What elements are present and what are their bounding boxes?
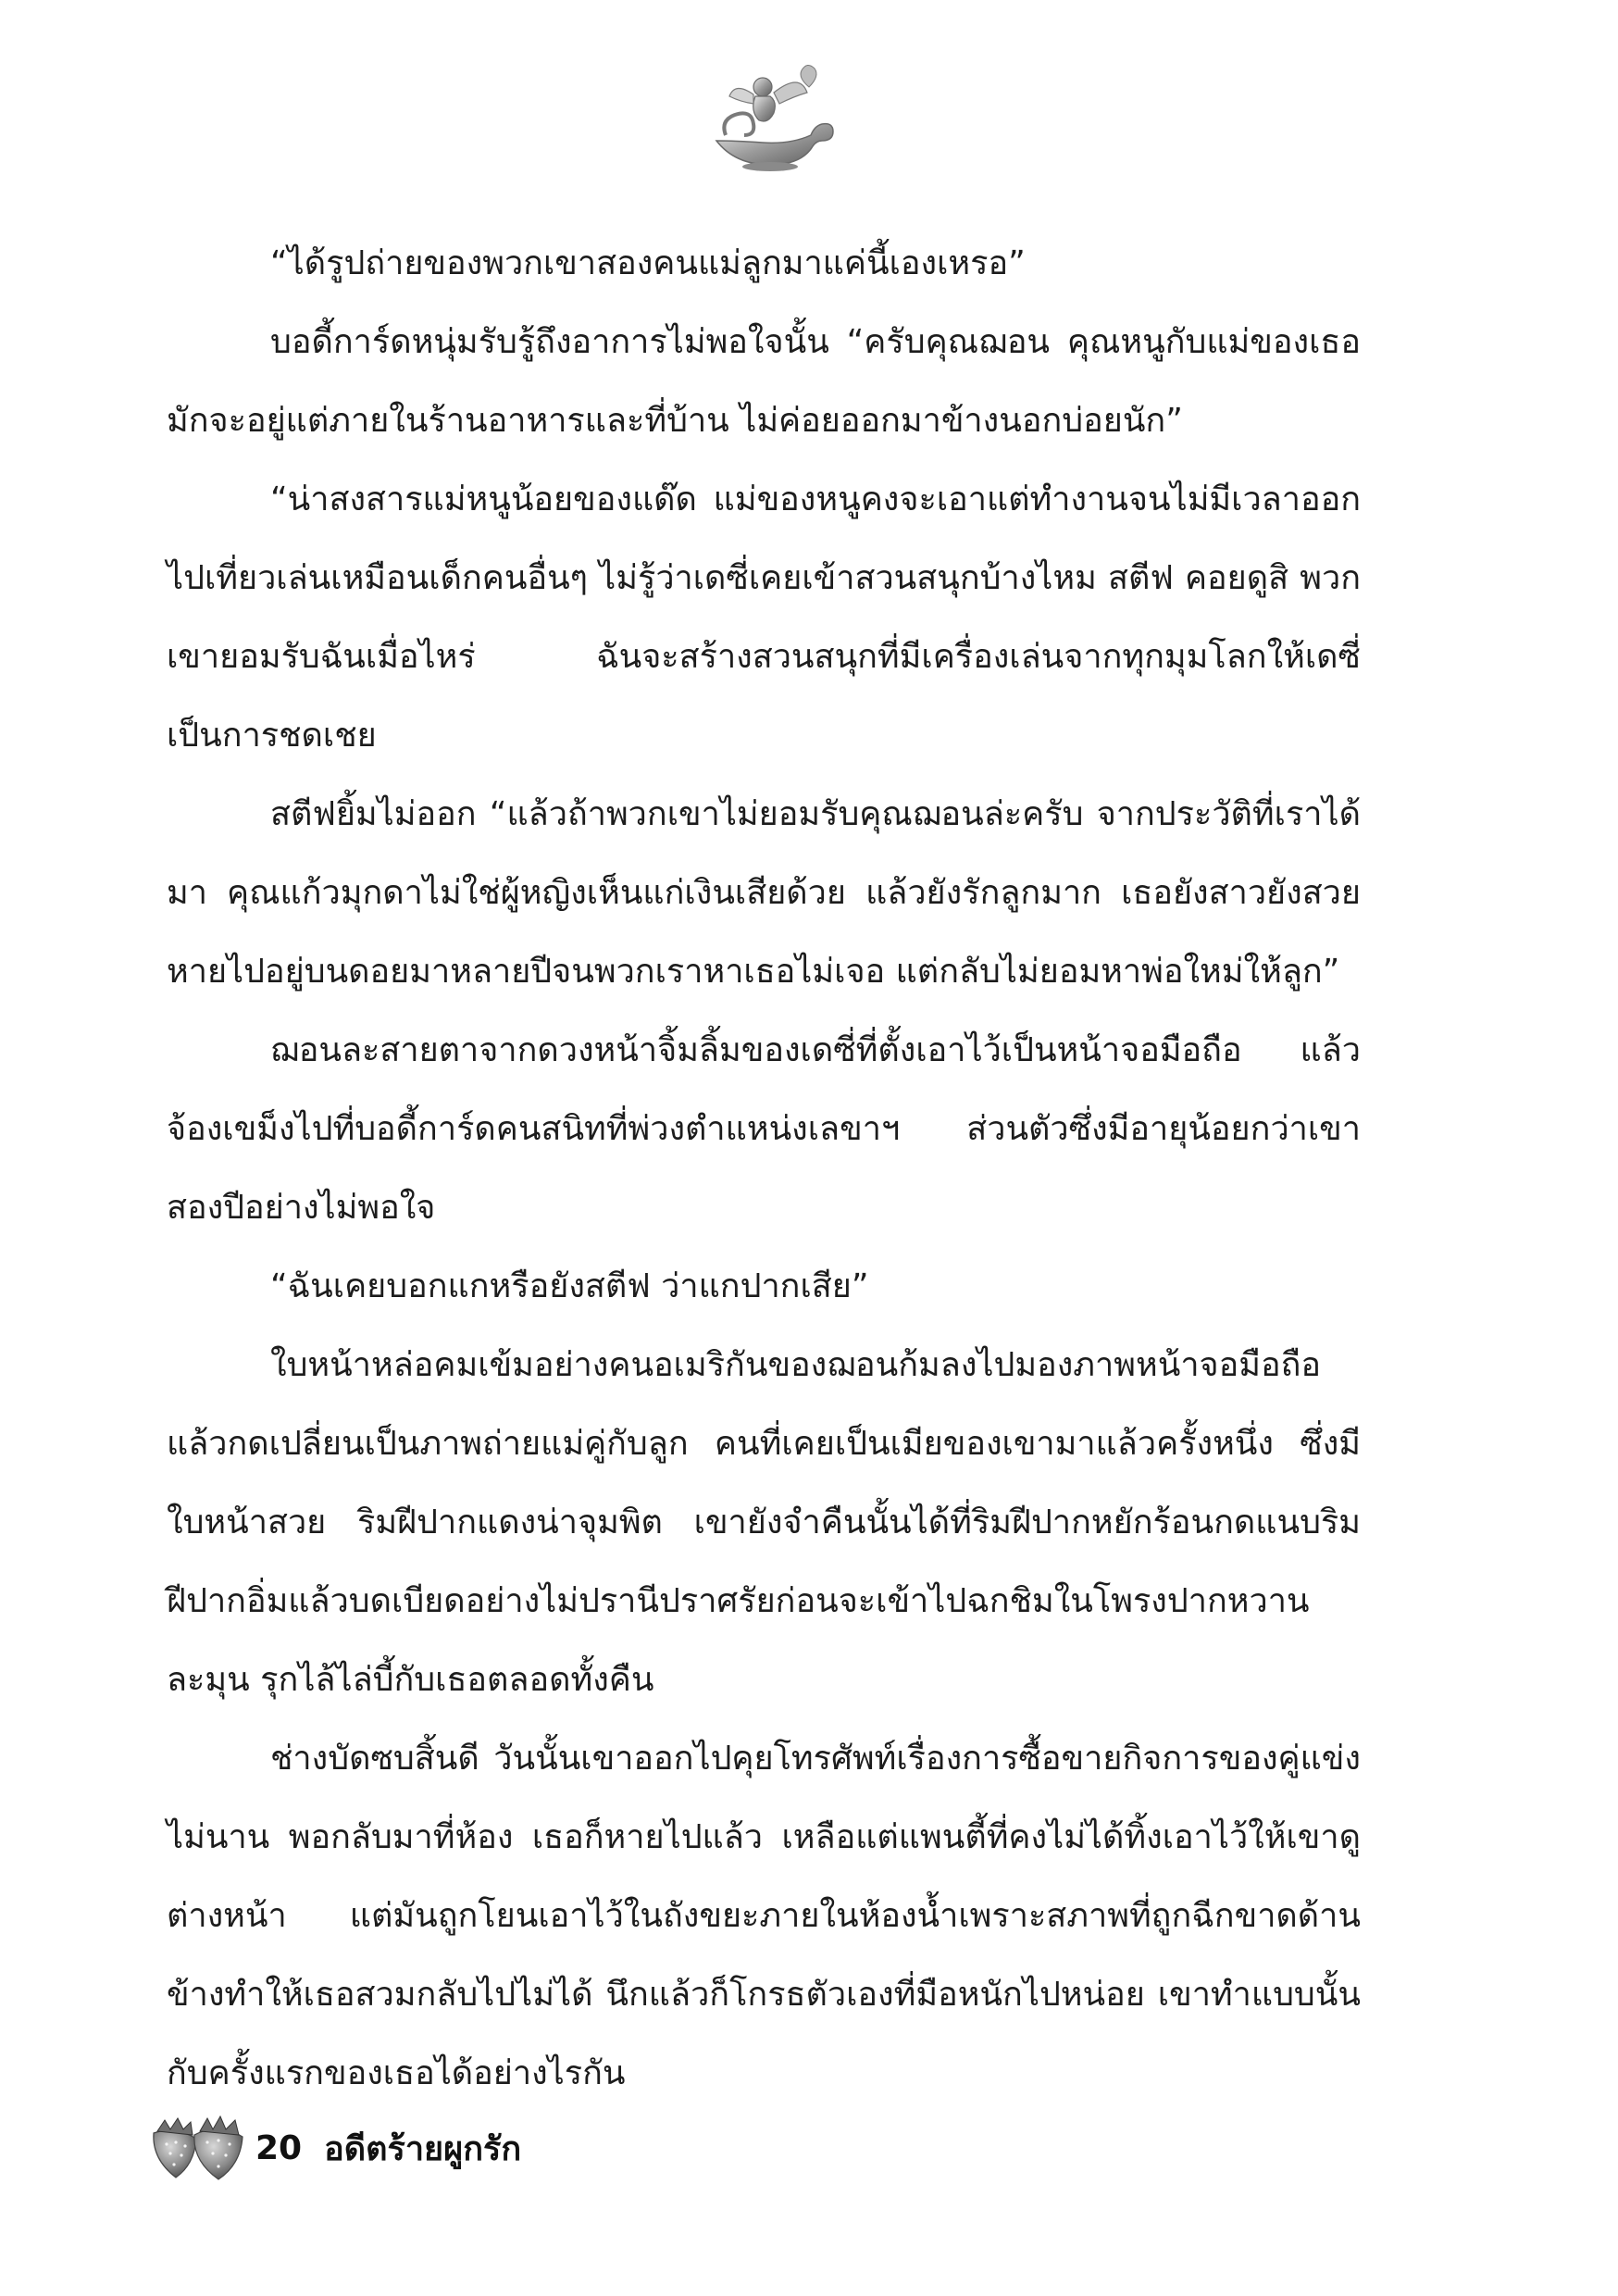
page-footer	[148, 2113, 521, 2183]
paragraph: สตีฟยิ้มไม่ออก “แล้วถ้าพวกเขาไม่ยอมรับคุณฌอนล่ะครับ จากประวัติที่เราได้มา คุณแก้วมุกดาไม่ใช่ผู้หญิงเห็นแก่เงินเสียด้วย แล้วยังรักลูกมาก เธอยังสาวยังสวยหายไปอยู่บนดอยมาหลายปีจนพวกเราหาเธอไม่เจอ แต่กลับไม่ยอมหาพ่อใหม่ให้ลูก”	[167, 795, 1361, 991]
page-number: 20	[255, 2128, 303, 2167]
paragraph: “น่าสงสารแม่หนูน้อยของแด๊ด แม่ของหนูคงจะเอาแต่ทำงานจนไม่มีเวลาออกไปเที่ยวเล่นเหมือนเด็กคนอื่นๆ ไม่รู้ว่าเดซี่เคยเข้าสวนสนุกบ้างไหม สตีฟ คอยดูสิ พวกเขายอมรับฉันเมื่อไหร่ ฉันจะสร้างสวนสนุกที่มีเครื่องเล่นจากทุกมุมโลกให้เดซี่เป็นการชดเชย	[167, 480, 1361, 755]
paragraph: ช่างบัดซบสิ้นดี วันนั้นเขาออกไปคุยโทรศัพท์เรื่องการซื้อขายกิจการของคู่แข่งไม่นาน พอกลับมาที่ห้อง เธอก็หายไปแล้ว เหลือแต่แพนตี้ที่คงไม่ได้ทิ้งเอาไว้ให้เขาดูต่างหน้า แต่มันถูกโยนเอาไว้ในถังขยะภายในห้องน้ำเพราะสภาพที่ถูกฉีกขาดด้านข้างทำให้เธอสวมกลับไปไม่ได้ นึกแล้วก็โกรธตัวเองที่มือหนักไปหน่อย เขาทำแบบนั้นกับครั้งแรกของเธอได้อย่างไรกัน	[167, 1740, 1361, 2092]
paragraph: “ฉันเคยบอกแกหรือยังสตีฟ ว่าแกปากเสีย”	[270, 1267, 869, 1305]
paragraph: ใบหน้าหล่อคมเข้มอย่างคนอเมริกันของฌอนก้มลงไปมองภาพหน้าจอมือถือแล้วกดเปลี่ยนเป็นภาพถ่ายแม่คู่กับลูก คนที่เคยเป็นเมียของเขามาแล้วครั้งหนึ่ง ซึ่งมีใบหน้าสวย ริมฝีปากแดงน่าจุมพิต เขายังจำคืนนั้นได้ที่ริมฝีปากหยักร้อนกดแนบริมฝีปากอิ่มแล้วบดเบียดอย่างไม่ปรานีปราศรัยก่อนจะเข้าไปฉกชิมในโพรงปากหวานละมุน รุกไล้ไล่บี้กับเธอตลอดทั้งคืน	[167, 1346, 1361, 1699]
strawberries-icon	[148, 2113, 248, 2183]
paragraph: ฌอนละสายตาจากดวงหน้าจิ้มลิ้มของเดซี่ที่ตั้งเอาไว้เป็นหน้าจอมือถือ แล้วจ้องเขม็งไปที่บอดี้การ์ดคนสนิทที่พ่วงตำแหน่งเลขาฯ ส่วนตัวซึ่งมีอายุน้อยกว่าเขาสองปีอย่างไม่พอใจ	[167, 1031, 1361, 1227]
paragraph: “ได้รูปถ่ายของพวกเขาสองคนแม่ลูกมาแค่นี้เองเหรอ”	[270, 244, 1026, 282]
book-title: อดีตร้ายผูกรัก	[324, 2129, 522, 2168]
cherub-teapot-ornament-icon	[698, 56, 837, 176]
paragraph: บอดี้การ์ดหนุ่มรับรู้ถึงอาการไม่พอใจนั้น “ครับคุณฌอน คุณหนูกับแม่ของเธอมักจะอยู่แต่ภายในร้านอาหารและที่บ้าน ไม่ค่อยออกมาข้างนอกบ่อยนัก”	[167, 323, 1361, 440]
body-text	[167, 224, 1361, 2113]
